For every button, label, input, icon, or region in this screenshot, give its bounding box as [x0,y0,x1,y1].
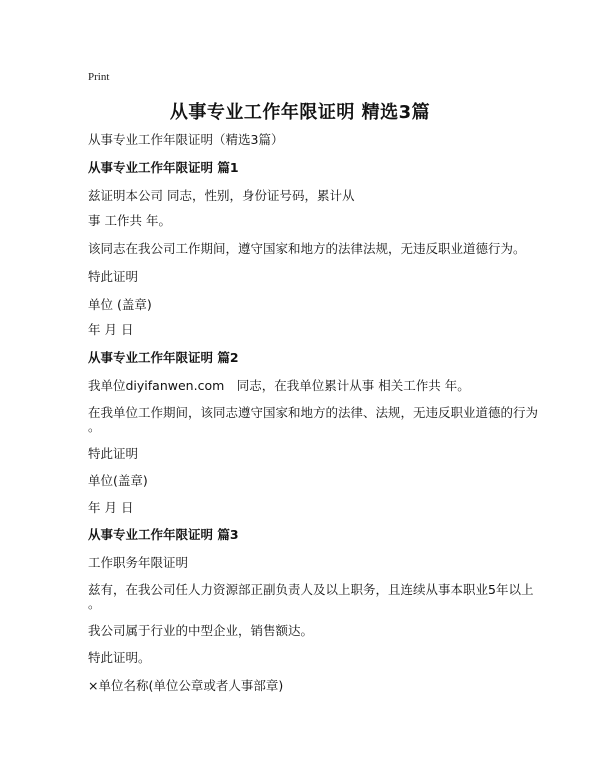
section1-line3: 该同志在我公司工作期间，遵守国家和地方的法律法规，无违反职业道德行为。 [88,241,526,256]
section1-line4: 特此证明 [88,269,139,284]
section2-line2-end: 。 [88,419,101,434]
section2-line1: 我单位diyifanwen.com 同志，在我单位累计从事 相关工作共 年。 [88,378,470,393]
section1-line5: 单位 (盖章) [88,297,152,312]
section1-line1: 兹证明本公司 同志，性别，身份证号码，累计从 [88,188,355,203]
section1-line2: 事 工作共 年。 [88,213,171,228]
document-subtitle: 从事专业工作年限证明（精选3篇） [88,132,284,147]
print-label: Print [88,71,110,83]
section3-line4: 特此证明。 [88,650,151,665]
section2-heading: 从事专业工作年限证明 篇2 [88,350,239,365]
section2-line3: 特此证明 [88,446,139,461]
section3-line1: 工作职务年限证明 [88,555,189,570]
section3-line2-end: 。 [88,596,101,611]
section2-line4: 单位(盖章) [88,473,148,488]
section3-heading: 从事专业工作年限证明 篇3 [88,527,239,542]
section2-line5: 年 月 日 [88,500,134,515]
section1-line6: 年 月 日 [88,322,134,337]
section1-heading: 从事专业工作年限证明 篇1 [88,160,239,175]
section3-line3: 我公司属于行业的中型企业，销售额达。 [88,623,314,638]
document-title: 从事专业工作年限证明 精选3篇 [169,102,431,123]
section3-line2: 兹有，在我公司任人力资源部正副负责人及以上职务，且连续从事本职业5年以上 [88,582,534,597]
section2-line2: 在我单位工作期间，该同志遵守国家和地方的法律、法规，无违反职业道德的行为 [88,405,539,420]
section3-line5: ×单位名称(单位公章或者人事部章) [88,678,284,693]
